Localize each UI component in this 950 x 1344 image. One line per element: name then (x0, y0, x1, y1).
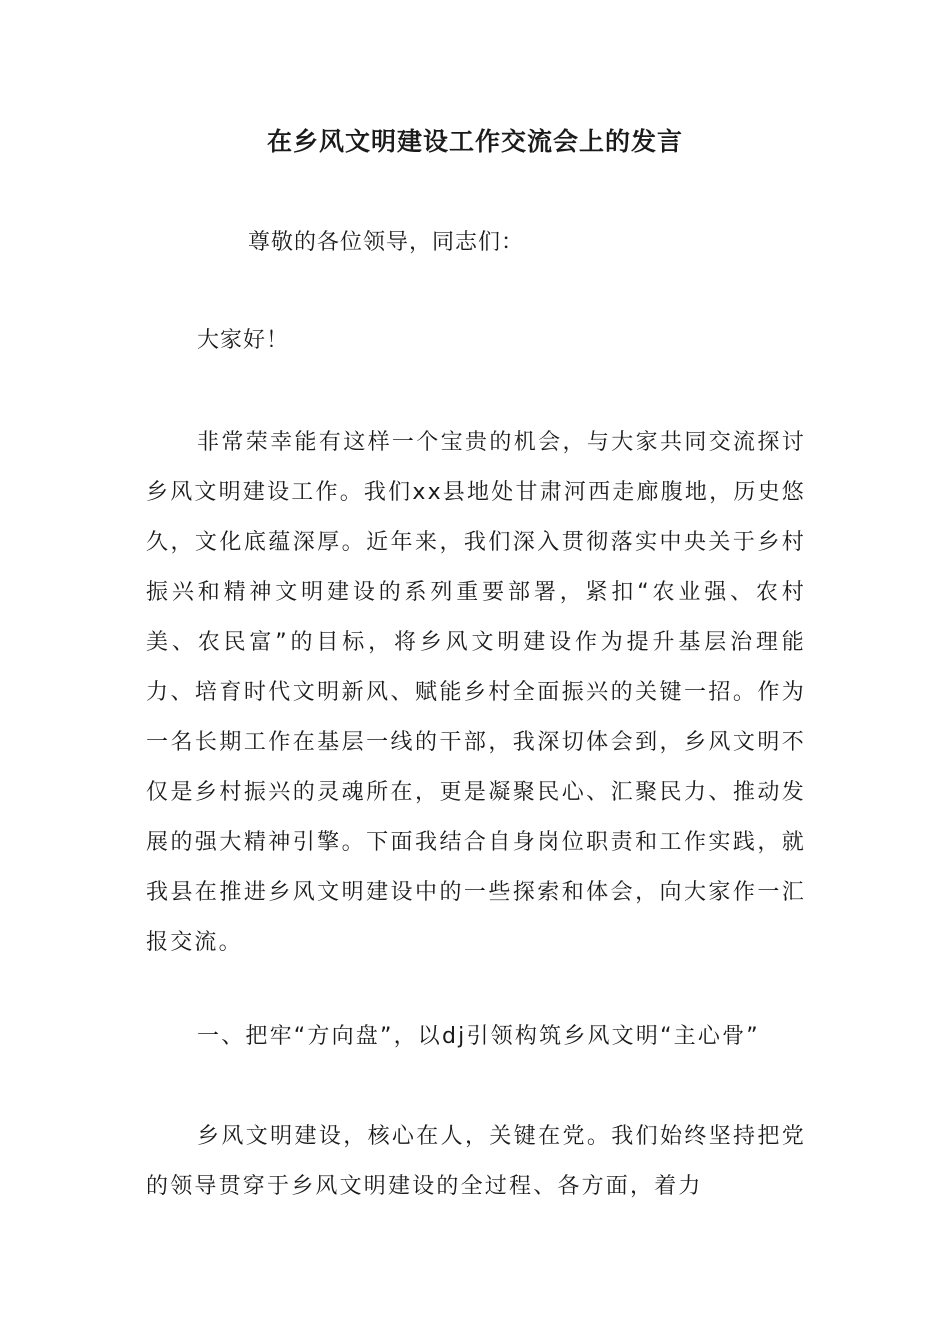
greeting: 大家好！ (197, 328, 290, 353)
document-title: 在乡风文明建设工作交流会上的发言 (266, 127, 683, 156)
body-paragraph-section1: 乡风文明建设，核心在人，关键在党。我们始终坚持把党的领导贯穿于乡风文明建设的全过程、各方面，着力 (146, 1124, 806, 1199)
section-heading-1: 一、把牢“方向盘”，以dj引领构筑乡风文明“主心骨” (197, 1024, 760, 1049)
salutation: 尊敬的各位领导，同志们： (248, 230, 525, 255)
body-paragraph-intro: 非常荣幸能有这样一个宝贵的机会，与大家共同交流探讨乡风文明建设工作。我们xx县地处甘肃河西走廊腹地，历史悠久，文化底蕴深厚。近年来，我们深入贯彻落实中央关于乡村振兴和精神文明建设的系列重要部署，紧扣“农业强、农村美、农民富”的目标，将乡风文明建设作为提升基层治理能力、培育时代文明新风、赋能乡村全面振兴的关键一招。作为一名长期工作在基层一线的干部，我深切体会到，乡风文明不仅是乡村振兴的灵魂所在，更是凝聚民心、汇聚民力、推动发展的强大精神引擎。下面我结合自身岗位职责和工作实践，就我县在推进乡风文明建设中的一些探索和体会，向大家作一汇报交流。 (146, 430, 806, 955)
